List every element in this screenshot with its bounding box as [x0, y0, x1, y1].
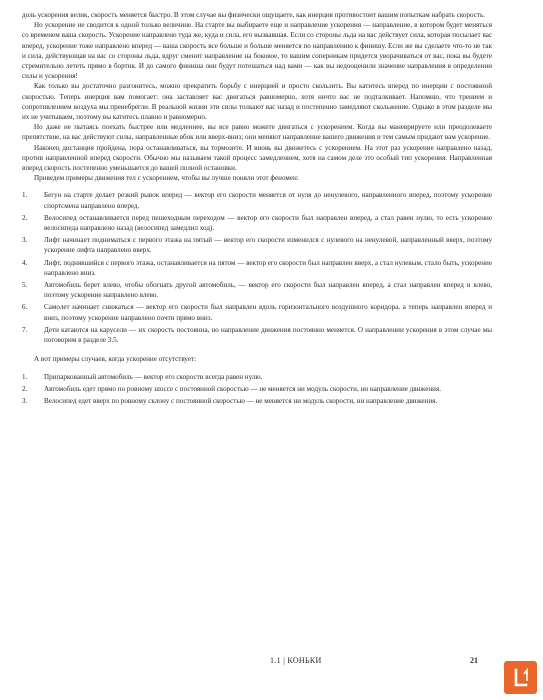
list-item-number: 5. [22, 281, 28, 290]
list-item-number: 1. [22, 372, 28, 381]
list-item [22, 280, 492, 300]
list-item-text: Лифт начинает подниматься с первого этажа на пятый — вектор его скорости изменился с нулевого на ненулевой, направленный вверх, поэтому ускорение лифта направлено вверх. [44, 236, 492, 255]
list-item-text: Лифт, поднявшийся с первого этажа, останавливается на пятом — вектор его скорости был направлен вверх, а стал нулевым, стало быть, ускорение направлено вниз. [44, 258, 492, 277]
list-item [22, 396, 492, 406]
list-item-text: Бегун на старте делает резкий рывок вперед — вектор его скорости меняется от нуля до ненулевого, направленного вперед, поэтому ускорение спортсмена направлено вперед. [44, 191, 492, 210]
spacer [22, 347, 492, 354]
spacer [22, 365, 492, 372]
list-item [22, 384, 492, 394]
spacer [22, 183, 492, 190]
list-item [22, 190, 492, 210]
list-item [22, 302, 492, 322]
paragraph-2: Но ускорение не сводится к одной только величине. На старте вы выбираете еще и направление ускорения — направление, в котором будет меняться со временем ваша скорость. Ускорение направлено туда же, куда и сила, его вызвавшая. Если со стороны льда на вас действует сила, которая посылает вас вперед, ускорение тоже направлено вперед — ваша скорость все больше и больше меняется по направлению к финишу. Если же вы сделаете что-то не так и сила, действующая на вас со стороны льда, вдруг сменит направление на боковое, то вашим соперникам придется уворачиваться от вас, пока вы будете стремительно лететь прямо в бортик. И до самого финиша они будут потешаться над вами — как вы недооценили значение направления в определении силы и ускорения! [22, 21, 492, 81]
list-item-text: Автомобиль берет влево, чтобы обогнать другой автомобиль, — вектор его скорости был направлен вперед, а стал направлен вперед и влево, поэтому ускорение направлено влево. [44, 281, 492, 300]
page-number: 21 [470, 656, 478, 665]
list-accelerated [22, 190, 492, 345]
list-item-number: 2. [22, 384, 28, 393]
paragraph-3: Как только вы достаточно разгонитесь, можно прекратить борьбу с инерцией и просто скользить. Вы катитесь вперед по инерции с постоянной скоростью. Теперь инерция вам помогает: она заставляет вас двигаться равномерно, хотя ничто вас не подталкивает. Напомню, что трением и сопротивлением воздуха мы пренебрегли. В реальной жизни эти силы толкают вас назад и постепенно замедляют скольжение. Однако в этом разделе мы их не учитываем, поэтому вы катитесь плавно и равномерно. [22, 82, 492, 122]
list-item [22, 235, 492, 255]
list-item-text: Велосипед останавливается перед пешеходным переходом — вектор его скорости был направлен вперед, а стал равен нулю, то есть ускорение велосипеда направлено назад (велосипед замедлил ход). [44, 213, 492, 233]
list-item [22, 325, 492, 345]
list-item [22, 372, 492, 382]
paragraph-5: Наконец дистанция пройдена, пора останавливаться, вы тормозите. И вновь вы движетесь с ускорением. На этот раз ускорение направлено назад, против направленной вперед скорости. Обычно мы называем такой процесс замедлением, хотя на самом деле это особый тип ускорения. Направленная вперед скорость постепенно уменьшается до вашей полной остановки. [22, 143, 492, 173]
list-item-text: Самолет начинает снижаться — вектор его скорости был направлен вдоль горизонтального воздушного коридора, а теперь направлен вперед и вниз, поэтому ускорение направлено почти прямо вниз. [44, 303, 492, 322]
list-item-number: 6. [22, 303, 28, 312]
list-item-number: 3. [22, 396, 28, 405]
paragraph-4: Но даже не пытаясь поехать быстрее или медленнее, вы все равно можете двигаться с ускорением. Когда вы маневрируете или преодолеваете препятствие, на вас действуют силы, направленные вбок или вверх-вниз; они меняют направление вашего движения и тем самым придают вам ускорение. [22, 123, 492, 142]
list-item-number: 2. [22, 213, 28, 222]
publisher-logo-glyph [510, 667, 532, 689]
paragraph-6: Приведем примеры движения тел с ускорением, чтобы вы лучше поняли этот феномен: [34, 174, 299, 183]
list-item [22, 258, 492, 278]
list-item-text: Припаркованный автомобиль — вектор его скорости всегда равен нулю. [44, 372, 263, 381]
list-item-number: 4. [22, 258, 28, 267]
paragraph-no-accel-intro: А вот примеры случаев, когда ускорение отсутствует: [34, 355, 197, 364]
list-item-text: Дети катаются на карусели — их скорость постоянна, но направление движения постоянно меняется. О направлении ускорения в этом случае мы поговорим в разделе 3.5. [44, 325, 492, 345]
paragraph-1: доль ускорения велик, скорость меняется быстро. В этом случае вы физически ощущаете, как инерция противостоит вашим попыткам набрать скорость. [22, 11, 485, 19]
list-item-text: Велосипед едет вверх по ровному склону с постоянной скоростью — не меняется ни модуль скорости, ни направление движения. [44, 396, 438, 405]
page-footer [0, 656, 543, 670]
publisher-logo-icon [504, 661, 537, 694]
list-item-number: 3. [22, 236, 28, 245]
list-item-number: 1. [22, 191, 28, 200]
list-item [22, 213, 492, 233]
page-body [22, 10, 492, 408]
running-head: 1.1 | КОНЬКИ [270, 656, 322, 665]
list-item-number: 7. [22, 325, 28, 334]
list-no-accel [22, 372, 492, 407]
list-item-text: Автомобиль едет прямо по ровному шоссе с постоянной скоростью — не меняется ни модуль скорости, ни направление движения. [44, 384, 442, 393]
